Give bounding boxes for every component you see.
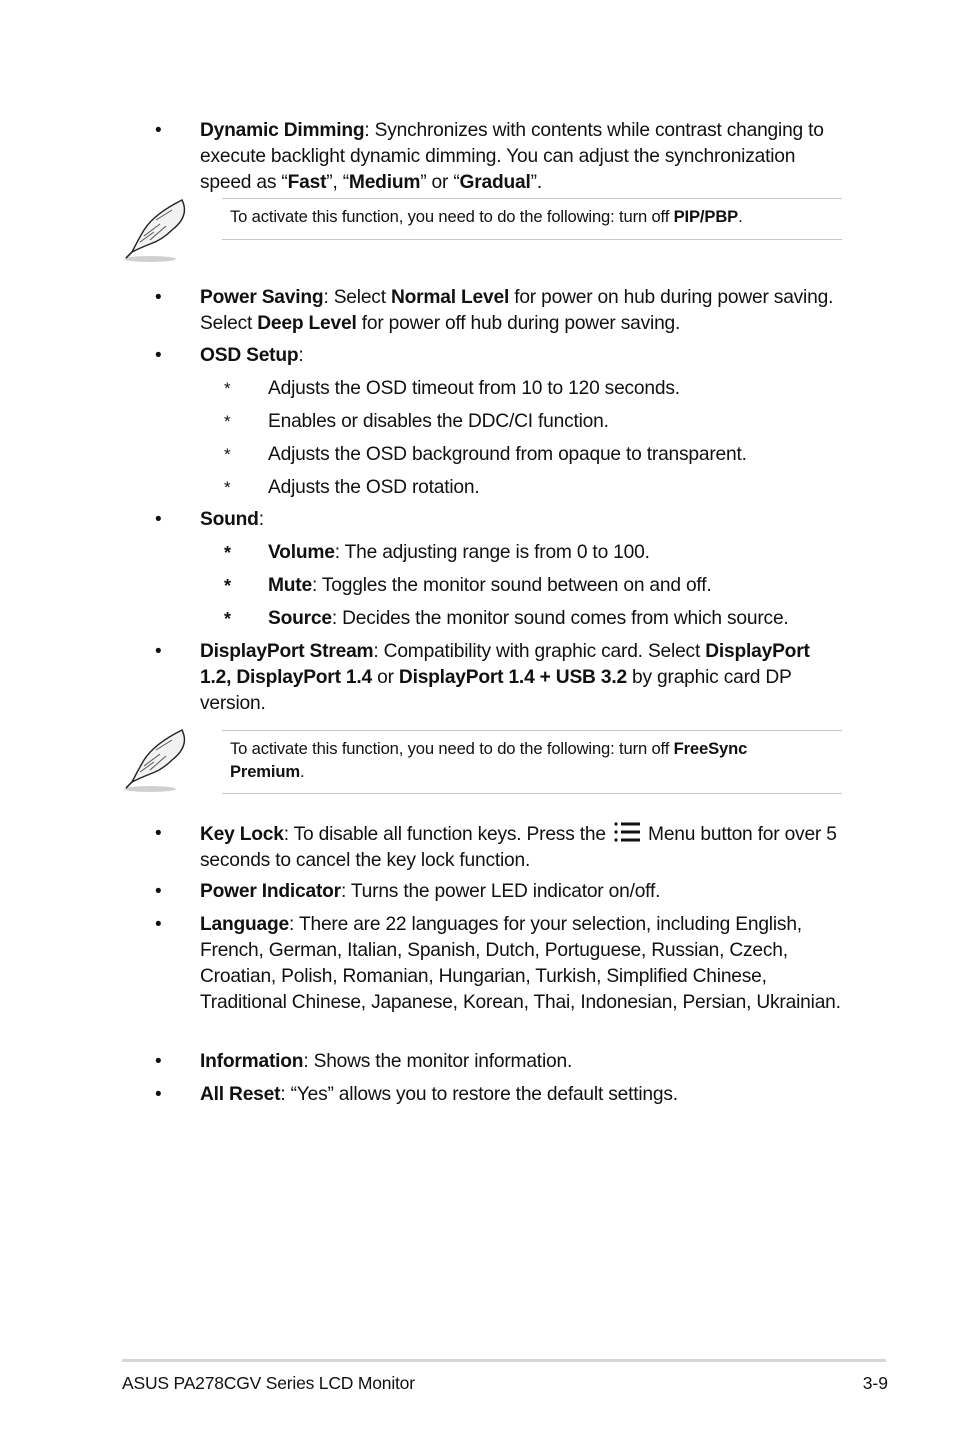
osd-background-text: Adjusts the OSD background from opaque to transparent. (268, 444, 747, 465)
power-indicator-item: Power Indicator: Turns the power LED indicator on/off. (200, 881, 661, 902)
mute-text: Mute: Toggles the monitor sound between on and off. (268, 575, 712, 596)
sub-bullet: * (224, 412, 231, 431)
power-saving-item: Power Saving: Select Normal Level for power on hub during power saving. Select Deep Level for power off hub during power saving. (200, 287, 834, 334)
bullet: • (155, 287, 162, 308)
note-box (222, 730, 842, 794)
key-lock-item: Key Lock: To disable all function keys. Press the Menu button for over 5 seconds to cancel the key lock function. (200, 821, 842, 874)
osd-timeout-text: Adjusts the OSD timeout from 10 to 120 seconds. (268, 378, 680, 399)
information-item: Information: Shows the monitor information. (200, 1051, 573, 1072)
dynamic-dimming-item: Dynamic Dimming: Synchronizes with contents while contrast changing to execute backlight dynamic dimming. You can adjust the synchronization speed as “Fast”, “Medium” or “Gradual”. (200, 120, 824, 193)
bullet: • (155, 881, 162, 902)
note-text: To activate this function, you need to do the following: turn off PIP/PBP. (230, 207, 743, 226)
ddc-ci-text: Enables or disables the DDC/CI function. (268, 411, 609, 432)
bullet: • (155, 120, 162, 141)
bullet: • (155, 641, 162, 662)
bullet: • (155, 345, 162, 366)
bullet: • (155, 509, 162, 530)
sound-item: Sound: (200, 509, 264, 530)
sub-bullet: * (224, 609, 232, 629)
sub-bullet: * (224, 379, 231, 398)
bullet: • (155, 1051, 162, 1072)
bullet: • (155, 914, 162, 935)
bullet: • (155, 1084, 162, 1105)
language-item: Language: There are 22 languages for your selection, including English, French, German, Italian, Spanish, Dutch, Portuguese, Russian, Czech, Croatian, Polish, Romanian, Hungarian, Turkish, Simplified Chinese, Traditional Chinese, Japanese, Korean, Thai, Indonesian, Persian, Ukrainian. (200, 914, 841, 1013)
sub-bullet: * (224, 478, 231, 497)
osd-rotation-text: Adjusts the OSD rotation. (268, 477, 480, 498)
page-number: 3-9 (862, 1373, 888, 1393)
displayport-stream-item: DisplayPort Stream: Compatibility with graphic card. Select DisplayPort 1.2, DisplayPort 1.4 or DisplayPort 1.4 + USB 3.2 by graphic card DP version. (200, 641, 810, 714)
note-text: To activate this function, you need to do the following: turn off FreeSync Premium. (230, 739, 748, 781)
sub-bullet: * (224, 445, 231, 464)
sub-bullet: * (224, 543, 232, 563)
footer-divider (122, 1359, 886, 1362)
feather-quill-icon (120, 196, 190, 264)
feather-quill-icon (120, 726, 190, 794)
menu-icon (613, 821, 641, 843)
all-reset-item: All Reset: “Yes” allows you to restore the default settings. (200, 1084, 678, 1105)
source-text: Source: Decides the monitor sound comes from which source. (268, 608, 789, 629)
sub-bullet: * (224, 576, 232, 596)
footer-title: ASUS PA278CGV Series LCD Monitor (122, 1373, 415, 1393)
volume-text: Volume: The adjusting range is from 0 to 100. (268, 542, 650, 563)
bullet: • (155, 823, 162, 844)
note-box (222, 198, 842, 240)
osd-setup-item: OSD Setup: (200, 345, 304, 366)
